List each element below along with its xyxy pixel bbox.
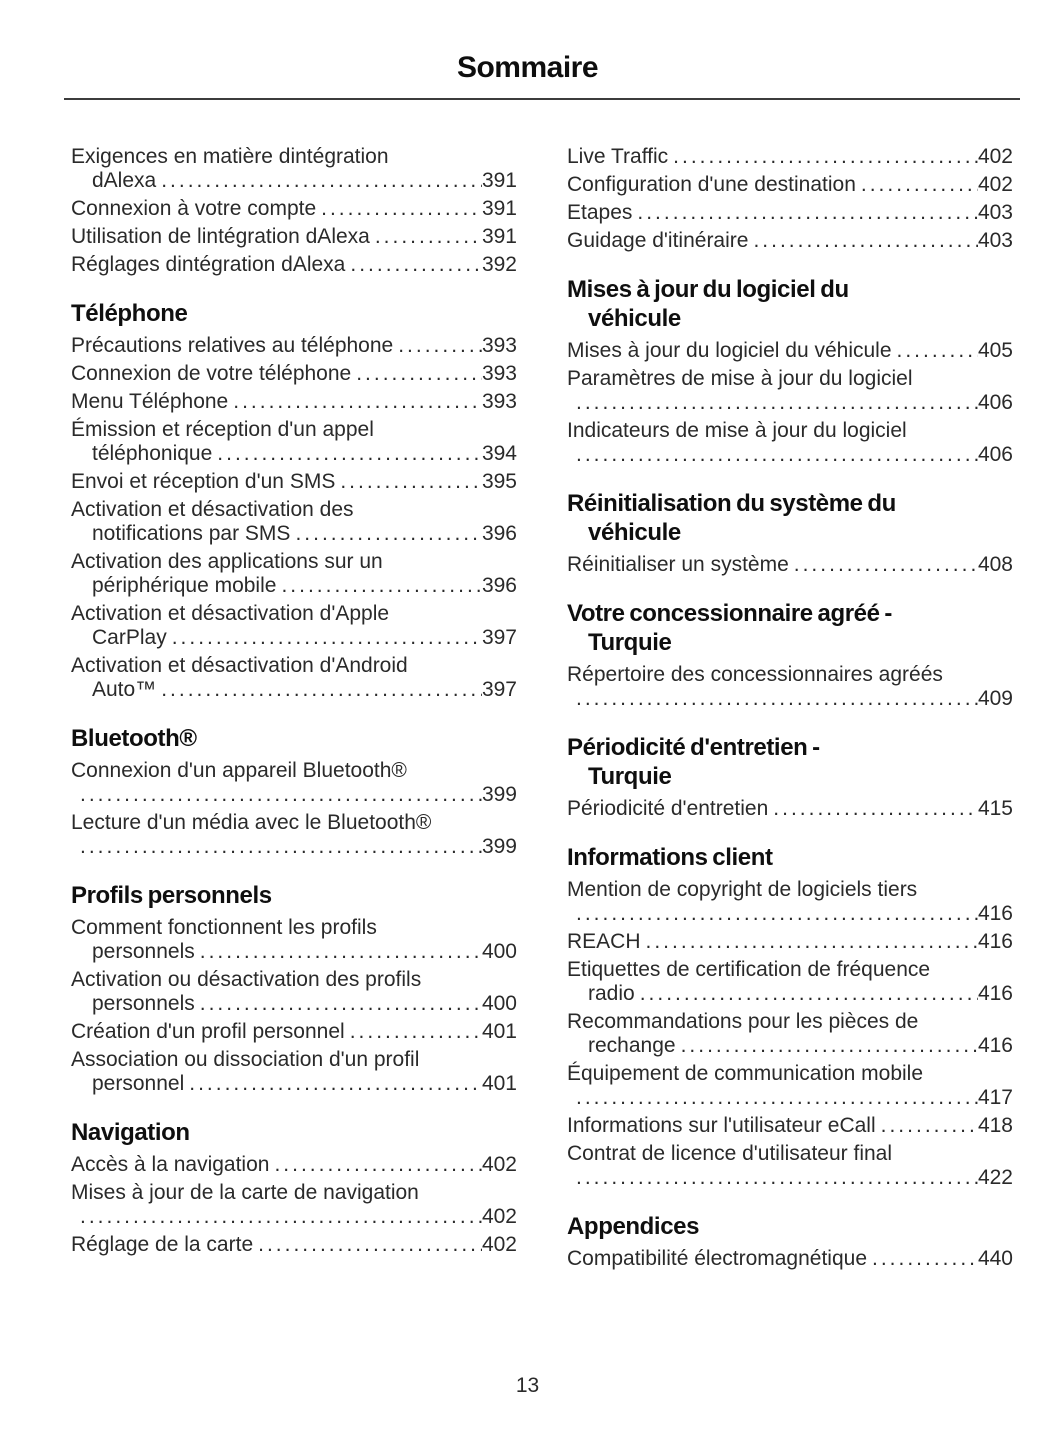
toc-entry [567, 878, 1013, 926]
toc-entry [567, 367, 1013, 415]
toc-page-ref: 403 [977, 201, 1013, 224]
toc-entry-title: Mises à jour de la carte de navigation [71, 1181, 419, 1204]
toc-page-ref: 402 [481, 1233, 517, 1256]
toc-entry-line [567, 391, 1013, 415]
toc-entry-line [71, 940, 517, 964]
toc-entry [71, 602, 517, 650]
section-heading [71, 881, 517, 910]
toc-entry-title: Compatibilité électromagnétique [567, 1247, 867, 1270]
toc-entry-title: REACH [567, 930, 641, 953]
toc-entry-line [71, 1072, 517, 1096]
section-heading-line: Turquie [588, 763, 672, 790]
section-heading-line: Mises à jour du logiciel du [567, 276, 849, 303]
toc-entry-line [71, 1205, 517, 1229]
toc-entry-title: Réglages dintégration dAlexa [71, 253, 346, 276]
toc-page-ref: 401 [481, 1072, 517, 1095]
toc-page-ref: 406 [977, 443, 1013, 466]
toc-leader [350, 253, 482, 277]
toc-leader [281, 574, 482, 598]
toc-entry-line [71, 169, 517, 193]
toc-page-ref: 440 [977, 1247, 1013, 1270]
toc-entry-line [71, 783, 517, 807]
toc-page-ref: 403 [977, 229, 1013, 252]
toc-leader [274, 1153, 481, 1177]
toc-leader [794, 553, 978, 577]
toc-entry-title: personnel [92, 1072, 185, 1095]
toc-entry [567, 930, 1013, 954]
toc-page-ref: 399 [481, 835, 517, 858]
toc-page-ref: 400 [481, 940, 517, 963]
toc-entry-line [71, 1153, 517, 1177]
toc-entry-title: Indicateurs de mise à jour du logiciel [567, 419, 907, 442]
toc-leader [673, 145, 978, 169]
toc-entry-title: Live Traffic [567, 145, 669, 168]
toc-entry-title: notifications par SMS [92, 522, 291, 545]
toc-entry [71, 498, 517, 546]
toc-leader [576, 687, 978, 711]
toc-entry [567, 797, 1013, 821]
toc-left-column [71, 145, 517, 1275]
toc-leader [576, 1166, 978, 1190]
toc-entry-line [567, 173, 1013, 197]
toc-leader [80, 783, 482, 807]
toc-entry-title: personnels [92, 940, 195, 963]
toc-entry-line [567, 339, 1013, 363]
section-heading-line: Bluetooth® [71, 725, 197, 752]
toc-entry-line [71, 253, 517, 277]
toc-entry [71, 550, 517, 598]
toc-entry [567, 553, 1013, 577]
toc-entry-title: Menu Téléphone [71, 390, 229, 413]
toc-leader [80, 835, 482, 859]
toc-entry [71, 1153, 517, 1177]
section-heading-line: Périodicité d'entretien - [567, 734, 820, 761]
section-heading-line: Réinitialisation du système du [567, 490, 896, 517]
section-heading [71, 1118, 517, 1147]
toc-leader [356, 362, 482, 386]
toc-entry-line [71, 626, 517, 650]
toc-entry-line [567, 797, 1013, 821]
toc-leader [375, 225, 482, 249]
toc-entry [71, 197, 517, 221]
toc-leader [646, 930, 978, 954]
toc-entry [71, 334, 517, 358]
toc-entry-title: Etiquettes de certification de fréquence [567, 958, 931, 981]
toc-leader [881, 1114, 978, 1138]
toc-entry [71, 225, 517, 249]
toc-page-ref: 416 [977, 930, 1013, 953]
toc-entry-line [71, 197, 517, 221]
toc-entry-title: Accès à la navigation [71, 1153, 270, 1176]
toc-entry-line [567, 1247, 1013, 1271]
toc-leader [872, 1247, 978, 1271]
toc-entry-title: périphérique mobile [92, 574, 277, 597]
toc-leader [217, 442, 482, 466]
toc-entry-title: radio [588, 982, 635, 1005]
toc-entry-title: Recommandations pour les pièces de [567, 1010, 919, 1033]
toc-entry-line [567, 1166, 1013, 1190]
toc-entry-line [567, 145, 1013, 169]
toc-leader [640, 982, 978, 1006]
toc-entry-line [71, 390, 517, 414]
toc-page-ref: 399 [481, 783, 517, 806]
toc-entry [71, 470, 517, 494]
toc-entry-line [567, 553, 1013, 577]
toc-entry-line [567, 201, 1013, 225]
toc-leader [172, 626, 482, 650]
toc-entry-title: Connexion de votre téléphone [71, 362, 352, 385]
toc-page-ref: 406 [977, 391, 1013, 414]
toc-entry-line [567, 443, 1013, 467]
toc-entry-title: CarPlay [92, 626, 167, 649]
toc-page-ref: 416 [977, 982, 1013, 1005]
toc-entry-title: téléphonique [92, 442, 213, 465]
toc-entry-line [71, 992, 517, 1016]
toc-entry [567, 173, 1013, 197]
toc-leader [161, 169, 482, 193]
toc-page-ref: 401 [481, 1020, 517, 1043]
toc-leader [189, 1072, 482, 1096]
toc-entry-title: Périodicité d'entretien [567, 797, 769, 820]
toc-entry-title: Mention de copyright de logiciels tiers [567, 878, 918, 901]
toc-entry-line [567, 982, 1013, 1006]
toc-entry [71, 1020, 517, 1044]
toc-entry-title: Mises à jour du logiciel du véhicule [567, 339, 892, 362]
toc-entry-title: personnels [92, 992, 195, 1015]
toc-leader [350, 1020, 482, 1044]
toc-entry [567, 1062, 1013, 1110]
toc-entry-title: Comment fonctionnent les profils [71, 916, 377, 939]
section-heading [567, 489, 1013, 547]
toc-entry [567, 1142, 1013, 1190]
toc-entry [71, 968, 517, 1016]
section-heading-line: Votre concessionnaire agréé - [567, 600, 892, 627]
toc-leader [576, 443, 978, 467]
toc-page-ref: 415 [977, 797, 1013, 820]
toc-entry-title: Précautions relatives au téléphone [71, 334, 394, 357]
toc-leader [897, 339, 978, 363]
toc-leader [576, 1086, 978, 1110]
toc-leader [295, 522, 482, 546]
toc-entry [567, 1247, 1013, 1271]
section-heading-line: Appendices [567, 1213, 700, 1240]
toc-leader [576, 902, 978, 926]
toc-entry-title: Utilisation de lintégration dAlexa [71, 225, 370, 248]
toc-page-ref: 393 [481, 390, 517, 413]
toc-page-ref: 402 [977, 145, 1013, 168]
toc-entry-line [567, 930, 1013, 954]
toc-page-ref: 391 [481, 197, 517, 220]
section-heading [71, 724, 517, 753]
toc-entry-title: Création d'un profil personnel [71, 1020, 345, 1043]
toc-page-ref: 402 [977, 173, 1013, 196]
toc-entry-title: Configuration d'une destination [567, 173, 856, 196]
toc-page-ref: 409 [977, 687, 1013, 710]
section-heading [567, 1212, 1013, 1241]
toc-entry [71, 390, 517, 414]
toc-entry-title: Envoi et réception d'un SMS [71, 470, 336, 493]
toc-entry [567, 958, 1013, 1006]
section-heading [567, 843, 1013, 872]
toc-entry-title: Émission et réception d'un appel [71, 418, 374, 441]
toc-leader [161, 678, 482, 702]
toc-page-ref: 408 [977, 553, 1013, 576]
toc-leader [258, 1233, 482, 1257]
toc-entry [71, 418, 517, 466]
toc-entry-title: Activation des applications sur un [71, 550, 383, 573]
toc-entry-title: Réinitialiser un système [567, 553, 789, 576]
toc-entry [71, 253, 517, 277]
toc-entry-line [567, 1034, 1013, 1058]
toc-page-ref: 395 [481, 470, 517, 493]
toc-leader [773, 797, 978, 821]
section-heading [567, 733, 1013, 791]
toc-leader [200, 940, 482, 964]
toc-leader [681, 1034, 978, 1058]
page-number: 13 [515, 1374, 540, 1397]
section-heading [567, 275, 1013, 333]
toc-entry-title: Contrat de licence d'utilisateur final [567, 1142, 893, 1165]
toc-entry-line [567, 902, 1013, 926]
toc-entry-title: Auto™ [92, 678, 157, 701]
toc-entry-line [567, 1114, 1013, 1138]
toc-entry [567, 339, 1013, 363]
section-heading-line: véhicule [588, 519, 681, 546]
toc-page-ref: 392 [481, 253, 517, 276]
toc-entry-line [567, 229, 1013, 253]
toc-page-ref: 391 [481, 169, 517, 192]
toc-leader [80, 1205, 482, 1229]
toc-entry [71, 1181, 517, 1229]
toc-entry [567, 201, 1013, 225]
toc-entry [567, 145, 1013, 169]
toc-entry-title: Réglage de la carte [71, 1233, 254, 1256]
toc-entry [567, 1010, 1013, 1058]
toc-page-ref: 397 [481, 678, 517, 701]
toc-entry-title: Lecture d'un média avec le Bluetooth® [71, 811, 432, 834]
toc-entry-line [71, 835, 517, 859]
toc-leader [398, 334, 482, 358]
toc-entry [71, 362, 517, 386]
toc-entry-line [71, 574, 517, 598]
toc-leader [576, 391, 978, 415]
toc-page-ref: 391 [481, 225, 517, 248]
toc-entry-line [71, 334, 517, 358]
toc-page-ref: 402 [481, 1205, 517, 1228]
toc-page-ref: 396 [481, 522, 517, 545]
toc-entry-title: dAlexa [92, 169, 157, 192]
toc-page-ref: 418 [977, 1114, 1013, 1137]
toc-leader [637, 201, 978, 225]
toc-entry [567, 1114, 1013, 1138]
toc-entry-line [567, 1086, 1013, 1110]
section-heading-line: Profils personnels [71, 882, 272, 909]
section-heading [71, 299, 517, 328]
toc-entry-title: Équipement de communication mobile [567, 1062, 924, 1085]
section-heading [567, 599, 1013, 657]
toc-page-ref: 396 [481, 574, 517, 597]
toc-entry-title: rechange [588, 1034, 676, 1057]
toc-leader [233, 390, 482, 414]
toc-entry-line [71, 1233, 517, 1257]
toc-page-ref: 422 [977, 1166, 1013, 1189]
toc-entry [71, 1233, 517, 1257]
toc-entry [71, 145, 517, 193]
toc-entry-title: Etapes [567, 201, 633, 224]
toc-leader [321, 197, 482, 221]
toc-columns [0, 100, 1055, 1275]
toc-page-ref: 400 [481, 992, 517, 1015]
toc-entry-line [71, 678, 517, 702]
toc-entry [567, 229, 1013, 253]
toc-entry-title: Connexion d'un appareil Bluetooth® [71, 759, 407, 782]
toc-entry [71, 654, 517, 702]
toc-entry-line [71, 442, 517, 466]
toc-entry-title: Activation et désactivation d'Android [71, 654, 408, 677]
section-heading-line: Navigation [71, 1119, 190, 1146]
toc-entry-title: Répertoire des concessionnaires agréés [567, 663, 943, 686]
toc-page-ref: 393 [481, 334, 517, 357]
toc-leader [861, 173, 978, 197]
toc-page-ref: 397 [481, 626, 517, 649]
section-heading-line: véhicule [588, 305, 681, 332]
toc-entry-title: Association ou dissociation d'un profil [71, 1048, 420, 1071]
toc-page-ref: 405 [977, 339, 1013, 362]
toc-entry-title: Exigences en matière dintégration [71, 145, 389, 168]
toc-entry [567, 419, 1013, 467]
toc-entry-title: Informations sur l'utilisateur eCall [567, 1114, 876, 1137]
toc-page-ref: 394 [481, 442, 517, 465]
section-heading-line: Informations client [567, 844, 773, 871]
toc-page-ref: 416 [977, 902, 1013, 925]
toc-entry-line [71, 522, 517, 546]
toc-entry-title: Activation et désactivation d'Apple [71, 602, 390, 625]
toc-entry-line [71, 362, 517, 386]
toc-page-ref: 416 [977, 1034, 1013, 1057]
toc-entry-title: Connexion à votre compte [71, 197, 317, 220]
toc-page-ref: 393 [481, 362, 517, 385]
toc-entry [71, 759, 517, 807]
section-heading-line: Turquie [588, 629, 672, 656]
toc-entry-title: Guidage d'itinéraire [567, 229, 749, 252]
toc-entry-line [71, 225, 517, 249]
toc-right-column [567, 145, 1013, 1275]
toc-leader [753, 229, 978, 253]
toc-entry-line [71, 1020, 517, 1044]
page-title: Sommaire [456, 51, 599, 84]
section-heading-line: Téléphone [71, 300, 188, 327]
toc-leader [340, 470, 482, 494]
toc-entry-title: Activation et désactivation des [71, 498, 354, 521]
toc-entry-line [567, 687, 1013, 711]
toc-entry-line [71, 470, 517, 494]
toc-page-ref: 402 [481, 1153, 517, 1176]
toc-leader [200, 992, 482, 1016]
toc-entry-title: Activation ou désactivation des profils [71, 968, 422, 991]
toc-entry [71, 916, 517, 964]
toc-entry [71, 1048, 517, 1096]
toc-entry-title: Paramètres de mise à jour du logiciel [567, 367, 913, 390]
toc-entry [71, 811, 517, 859]
toc-page-ref: 417 [977, 1086, 1013, 1109]
toc-entry [567, 663, 1013, 711]
